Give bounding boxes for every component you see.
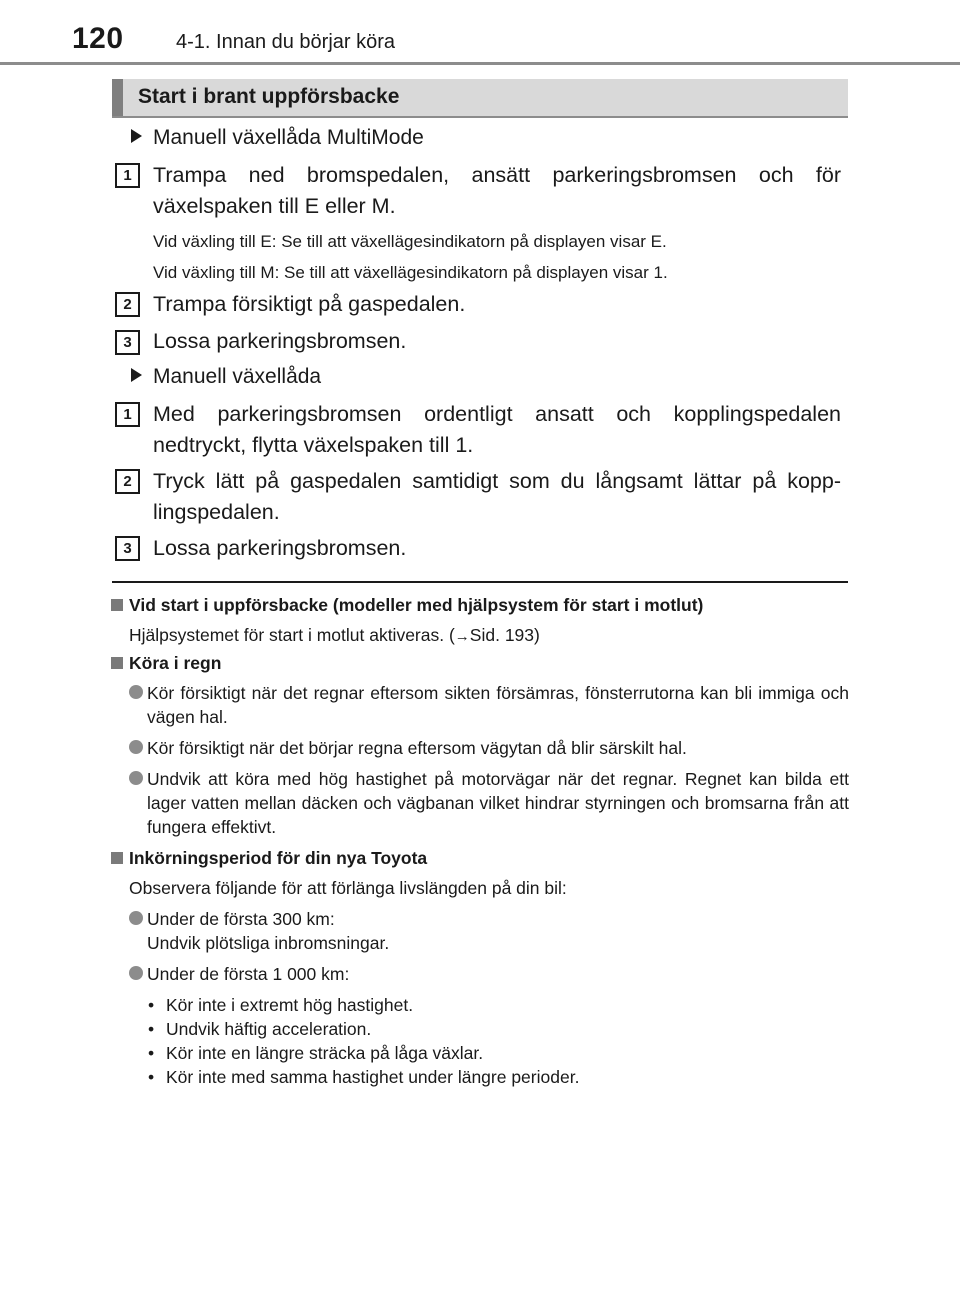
sub-list	[146, 993, 846, 1089]
square-bullet-icon	[111, 599, 123, 611]
section-title: 4-1. Innan du börjar köra	[176, 31, 396, 53]
bullet-item	[129, 736, 849, 760]
header-rule	[0, 62, 960, 65]
step-badge: 2	[115, 292, 140, 317]
page-number: 120	[72, 22, 124, 55]
step-text: Med parkeringsbromsen ordentligt ansatt och kopplingspedalen nedtryckt, flytta växelspaken till 1.	[153, 402, 841, 457]
subheading-manual	[131, 365, 321, 389]
topic-box-header	[112, 79, 848, 118]
triangle-icon	[131, 129, 142, 143]
sub-list-item: • Kör inte en längre sträcka på låga växlar.	[146, 1041, 846, 1065]
bullet-item	[129, 962, 849, 986]
step-badge: 1	[115, 402, 140, 427]
step-text: Tryck lätt på gaspedalen samtidigt som du långsamt lättar på kopp-lingspedalen.	[153, 469, 841, 524]
page-header	[0, 0, 960, 66]
subheading-multimode	[131, 126, 424, 150]
bullet-text: Kör försiktigt när det regnar eftersom sikten försämras, fönsterrutorna kan bli immiga och vägen hal.	[147, 683, 849, 727]
step-badge: 3	[115, 330, 140, 355]
page-reference-link[interactable]: Sid. 193)	[469, 625, 540, 645]
circle-bullet-icon	[129, 771, 143, 785]
bullet-item	[129, 907, 849, 955]
sub-list-item: • Kör inte i extremt hög hastighet.	[146, 993, 846, 1017]
step-text: Lossa parkeringsbromsen.	[153, 536, 407, 560]
arrow-right-icon: →	[454, 628, 470, 645]
subheading-manual-label: Manuell växellåda	[153, 365, 322, 388]
step-text: Lossa parkeringsbromsen.	[153, 329, 407, 353]
info-heading-hillstart	[111, 595, 703, 616]
bullet-item	[129, 767, 849, 839]
bullet-text-line1: Under de första 300 km:	[147, 909, 335, 929]
bullet-text: Under de första 1 000 km:	[147, 964, 350, 984]
bullet-text: Undvik att köra med hög hastighet på motorvägar när det regnar. Regnet kan bilda ett lager vatten mellan däcken och vägbanan vilket hindrar styrningen och bromsarna från att fungera effektivt.	[147, 769, 849, 837]
circle-bullet-icon	[129, 966, 143, 980]
step-text: Trampa ned bromspedalen, ansätt parkeringsbromsen och för växelspaken till E eller M.	[153, 163, 841, 218]
sub-list-item: • Kör inte med samma hastighet under längre perioder.	[146, 1065, 846, 1089]
circle-bullet-icon	[129, 685, 143, 699]
topic-title: Start i brant uppförsbacke	[138, 85, 400, 108]
info-heading-hillstart-label: Vid start i uppförsbacke (modeller med hjälpsystem för start i motlut)	[129, 595, 704, 615]
subheading-multimode-label: Manuell växellåda MultiMode	[153, 126, 424, 149]
info-heading-rain	[111, 653, 221, 674]
square-bullet-icon	[111, 852, 123, 864]
sub-list-item: • Undvik häftig acceleration.	[146, 1017, 846, 1041]
step-badge: 1	[115, 163, 140, 188]
circle-bullet-icon	[129, 740, 143, 754]
bullet-text: Kör försiktigt när det börjar regna eftersom vägytan då blir särskilt hal.	[147, 738, 687, 758]
info-paragraph-hillstart	[129, 623, 849, 649]
hillstart-text: Hjälpsystemet för start i motlut aktiveras. (	[129, 625, 455, 645]
note-text: Vid växling till E: Se till att växellägesindikatorn på displayen visar E.	[153, 232, 667, 251]
breakin-intro: Observera följande för att förlänga livslängden på din bil:	[129, 878, 567, 898]
step-text: Trampa försiktigt på gaspedalen.	[153, 292, 466, 316]
bullet-text-line2: Undvik plötsliga inbromsningar.	[147, 933, 390, 953]
step-badge: 3	[115, 536, 140, 561]
step-badge: 2	[115, 469, 140, 494]
info-heading-rain-label: Köra i regn	[129, 653, 222, 673]
bullet-item	[129, 681, 849, 729]
triangle-icon	[131, 368, 142, 382]
note-text: Vid växling till M: Se till att växellägesindikatorn på displayen visar 1.	[153, 263, 668, 282]
info-heading-breakin-label: Inkörningsperiod för din nya Toyota	[129, 848, 428, 868]
info-heading-breakin	[111, 848, 427, 869]
topic-box-bar	[112, 79, 123, 116]
section-divider	[112, 581, 848, 583]
square-bullet-icon	[111, 657, 123, 669]
circle-bullet-icon	[129, 911, 143, 925]
